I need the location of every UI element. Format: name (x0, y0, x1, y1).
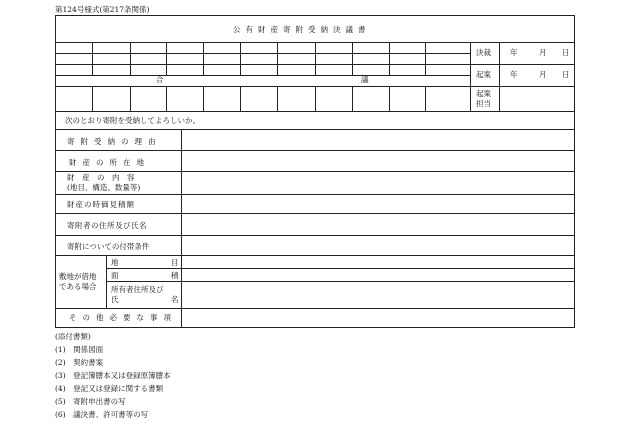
stamp-col-1b (92, 86, 93, 111)
stamp-col-6b (277, 86, 278, 111)
stamp-col-3 (166, 42, 167, 75)
attachment-item: (6) 議決書、許可書等の写 (55, 410, 149, 419)
site-line-1 (106, 268, 575, 269)
row-line-donor (55, 235, 575, 236)
border-bottom (55, 327, 575, 328)
attachment-item: (1) 関係図面 (55, 345, 104, 354)
stamp-col-7 (315, 42, 316, 75)
site-area-left: 面 (111, 271, 119, 280)
stamp-col-8b (352, 86, 353, 111)
stamp-col-9b (389, 86, 390, 111)
stamp-col-5b (240, 86, 241, 111)
approval-label-divider (499, 42, 500, 111)
kian-year: 年 (510, 70, 518, 79)
site-owner-1: 所有者住所及び (111, 285, 164, 294)
stamp-col-9 (389, 42, 390, 75)
stamp-col-5 (240, 42, 241, 75)
border-top (55, 15, 575, 16)
resolution-form-table (55, 15, 575, 328)
kessai-day: 日 (562, 48, 570, 57)
stamp-col-10 (425, 42, 426, 75)
site-label-2: である場合 (59, 282, 97, 291)
stamp-col-4b (203, 86, 204, 111)
form-id: 第124号様式(第217条関係) (55, 5, 150, 14)
stamp-col-3b (166, 86, 167, 111)
row-line-site (55, 308, 575, 309)
donor-label: 寄附者の住所及び氏名 (67, 221, 147, 230)
conditions-label: 寄附についての付帯条件 (67, 242, 150, 251)
stamp-col-4 (203, 42, 204, 75)
attachment-item: (5) 寄附申出書の写 (55, 397, 126, 406)
kessai-year: 年 (510, 48, 518, 57)
kessai-month: 月 (539, 48, 547, 57)
content-label-1: 財 産 の 内 容 (67, 173, 135, 182)
row-line-value (55, 213, 575, 214)
form-title: 公有財産寄附受納決議書 (233, 25, 371, 34)
kessai-label: 決裁 (476, 48, 491, 57)
site-owner-2-right: 名 (171, 295, 179, 304)
kian-label: 起案 (476, 70, 491, 79)
site-owner-2-left: 氏 (111, 295, 119, 304)
kian-day: 日 (562, 70, 570, 79)
stamp-row-line-3 (55, 75, 470, 76)
stamp-col-2b (130, 86, 131, 111)
reason-label: 寄附受納の理由 (67, 137, 162, 146)
location-label: 財産の所在地 (69, 158, 150, 167)
label-column-divider (181, 129, 182, 327)
site-line-2 (106, 281, 575, 282)
value-label: 財産の時価見積額 (67, 200, 135, 209)
stamp-area-bottom (55, 111, 575, 112)
other-label: その他必要な事項 (69, 313, 177, 322)
stamp-col-6 (277, 42, 278, 75)
row-line-conditions (55, 255, 575, 256)
kian-tanto-2: 担当 (476, 99, 491, 108)
gougi-left: 合 (156, 75, 164, 84)
kian-tanto-1: 起案 (476, 89, 491, 98)
stamp-col-7b (315, 86, 316, 111)
row-line-content (55, 194, 575, 195)
row-line-reason (55, 150, 575, 151)
stamp-col-1 (92, 42, 93, 75)
attachment-item: (4) 登記又は登録に関する書類 (55, 384, 164, 393)
site-chimoku-right: 目 (171, 258, 179, 267)
attachment-item: (3) 登記簿謄本又は登録原簿謄本 (55, 371, 171, 380)
attachment-item: (2) 契約書案 (55, 358, 104, 367)
kian-month: 月 (539, 70, 547, 79)
site-area-right: 積 (171, 271, 179, 280)
statement-divider (55, 129, 575, 130)
site-label-1: 敷地が借地 (59, 272, 97, 281)
stamp-row-line-1 (55, 53, 470, 54)
gougi-right: 議 (361, 75, 369, 84)
stamp-col-2 (130, 42, 131, 75)
attachments-heading: (添付書類) (55, 332, 91, 341)
stamp-col-8 (352, 42, 353, 75)
row-line-location (55, 171, 575, 172)
approval-block-divider (470, 42, 471, 111)
statement: 次のとおり寄附を受納してよろしいか。 (65, 116, 200, 125)
content-label-2: (地目、構造、数量等) (67, 183, 141, 192)
site-chimoku-left: 地 (111, 258, 119, 267)
stamp-col-10b (425, 86, 426, 111)
